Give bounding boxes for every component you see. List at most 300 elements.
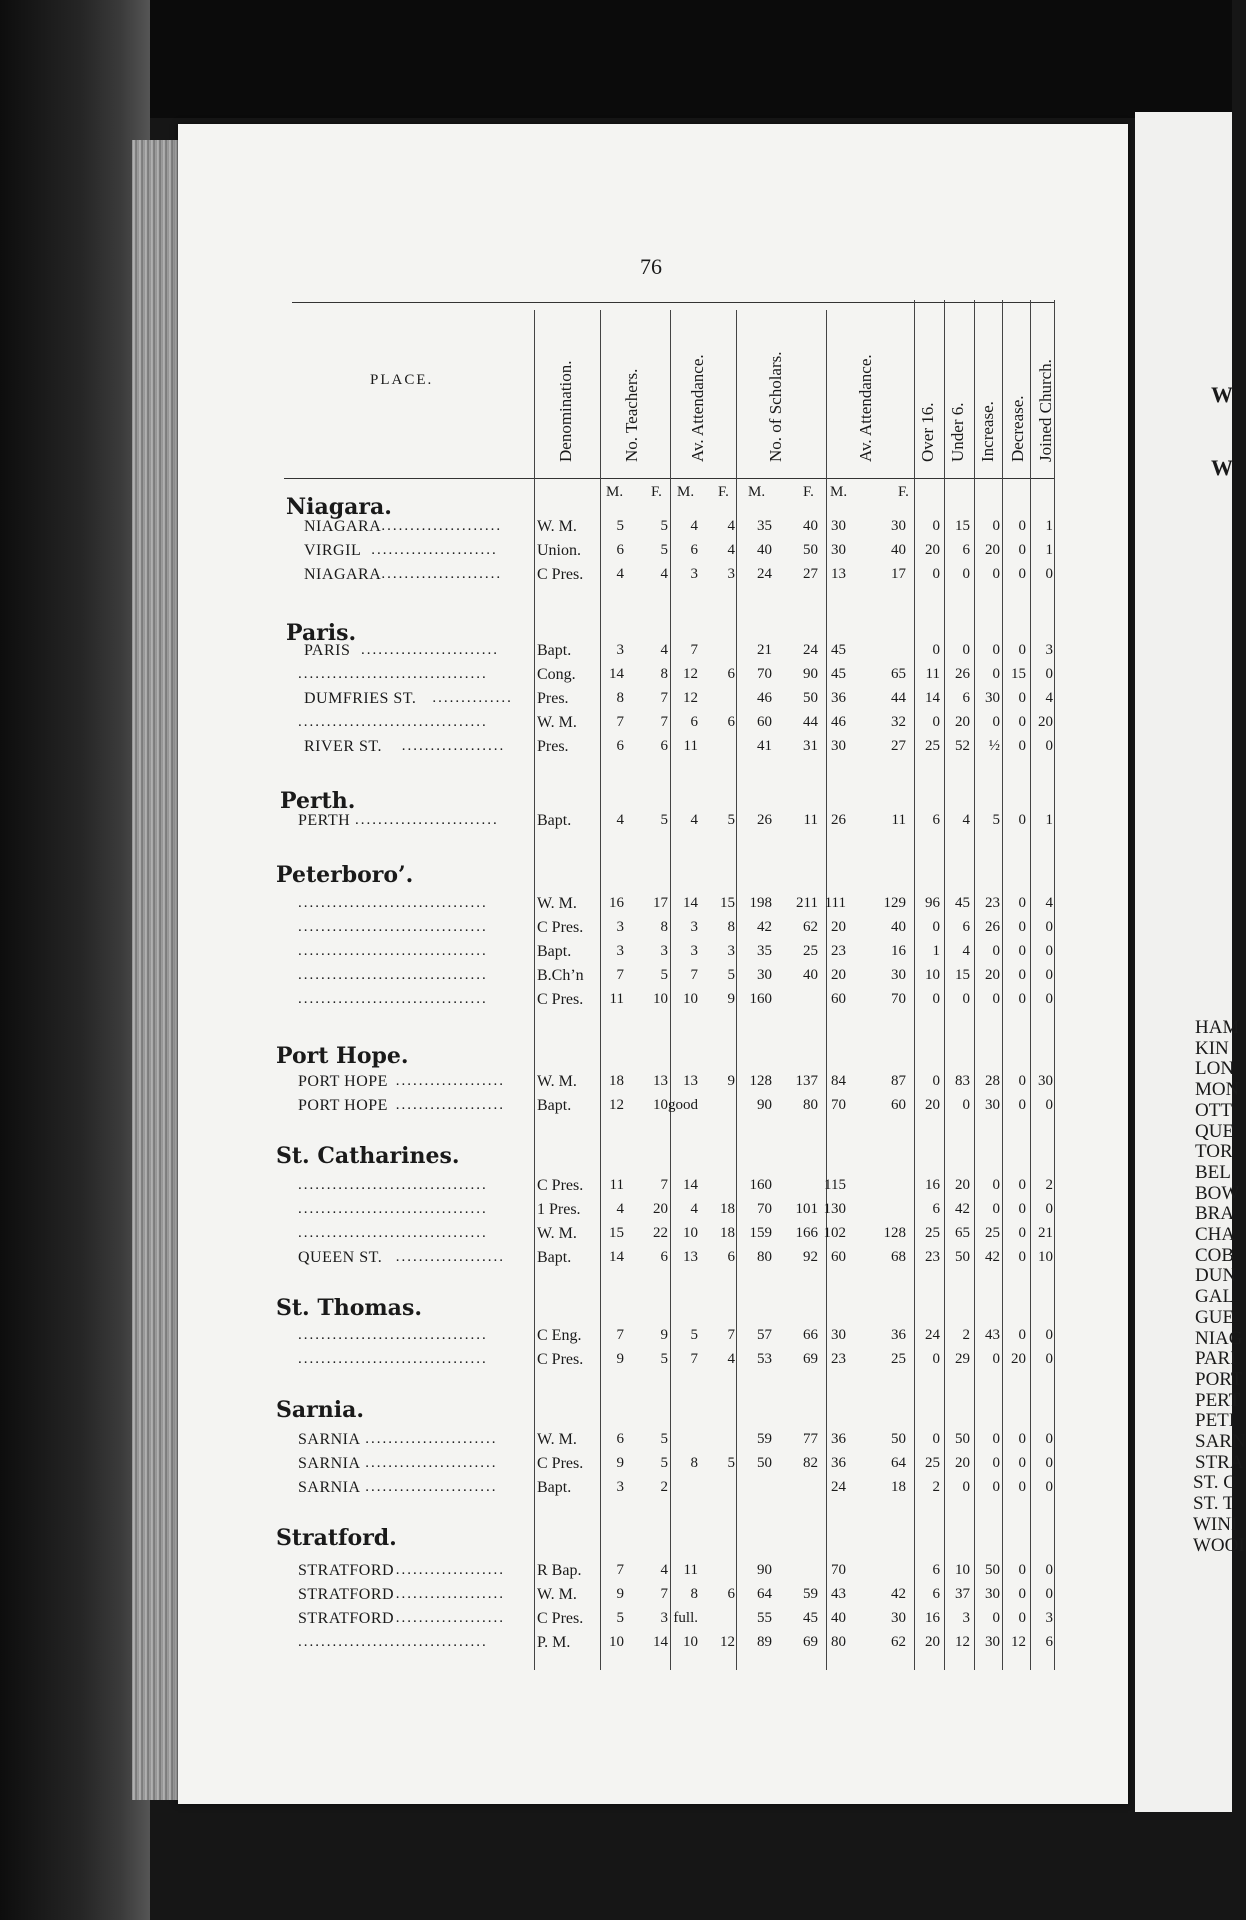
- table-cell: 6: [932, 1201, 940, 1217]
- table-row: [0, 1431, 1100, 1453]
- table-cell: 0: [932, 518, 940, 534]
- table-cell: 11: [683, 1562, 698, 1578]
- table-cell: 5: [660, 1455, 668, 1471]
- table-cell: 10: [609, 1634, 624, 1650]
- table-cell: 10: [653, 991, 668, 1007]
- table-cell: 7: [690, 1351, 698, 1367]
- denomination: P. M.: [537, 1634, 571, 1651]
- table-cell: 64: [757, 1586, 772, 1602]
- leader-dots: ...................: [395, 1610, 506, 1626]
- leader-dots: .................................: [298, 991, 488, 1007]
- table-cell: 42: [955, 1201, 970, 1217]
- leader-dots: .................................: [298, 666, 488, 682]
- place-name: RIVER ST.: [304, 738, 382, 755]
- table-cell: 44: [891, 690, 906, 706]
- table-cell: 159: [749, 1225, 772, 1241]
- table-cell: 23: [925, 1249, 940, 1265]
- right-page-city: HAM: [1195, 1017, 1240, 1038]
- table-cell: 0: [992, 642, 1000, 658]
- mf-label: M.: [748, 484, 766, 500]
- table-cell: 10: [683, 1225, 698, 1241]
- table-cell: 45: [803, 1610, 818, 1626]
- table-cell: 43: [985, 1327, 1000, 1343]
- teachers-header: No. Teachers.: [622, 368, 641, 462]
- table-cell: 20: [985, 542, 1000, 558]
- group-title: Stratford.: [276, 1525, 397, 1551]
- table-cell: 3: [727, 566, 735, 582]
- table-cell: 20: [925, 1097, 940, 1113]
- table-cell: 13: [683, 1249, 698, 1265]
- place-name: SARNIA: [298, 1479, 361, 1496]
- table-cell: 0: [992, 1177, 1000, 1193]
- table-cell: 7: [616, 714, 624, 730]
- table-cell: 4: [690, 812, 698, 828]
- table-cell: 4: [727, 1351, 735, 1367]
- table-cell: 25: [803, 943, 818, 959]
- table-cell: 2: [660, 1479, 668, 1495]
- table-cell: 4: [727, 542, 735, 558]
- table-row: [0, 690, 1100, 712]
- table-cell: 66: [803, 1327, 818, 1343]
- leader-dots: .................................: [298, 1327, 488, 1343]
- right-page-city: PORT: [1195, 1368, 1243, 1390]
- scholars-header: No. of Scholars.: [766, 351, 785, 462]
- table-cell: 82: [803, 1455, 818, 1471]
- table-cell: 6: [690, 542, 698, 558]
- table-cell: 3: [690, 566, 698, 582]
- place-name: SARNIA: [298, 1431, 361, 1448]
- table-cell: 5: [727, 967, 735, 983]
- table-cell: 96: [925, 895, 940, 911]
- table-cell: 26: [955, 666, 970, 682]
- table-cell: 10: [683, 991, 698, 1007]
- table-cell: 5: [660, 967, 668, 983]
- table-cell: 0: [1045, 943, 1053, 959]
- table-cell: 16: [925, 1610, 940, 1626]
- table-cell: 0: [1045, 919, 1053, 935]
- table-cell: 45: [831, 642, 846, 658]
- table-cell: 12: [609, 1097, 624, 1113]
- table-row: [0, 1634, 1100, 1656]
- right-page-city: ST. T: [1193, 1493, 1235, 1515]
- table-cell: 20: [985, 967, 1000, 983]
- table-row: [0, 895, 1100, 917]
- table-row: [0, 1586, 1100, 1608]
- table-row: [0, 1073, 1100, 1095]
- table-cell: 0: [1018, 1431, 1026, 1447]
- table-cell: 50: [955, 1249, 970, 1265]
- table-cell: 11: [803, 812, 818, 828]
- table-cell: 40: [803, 518, 818, 534]
- denomination: C Pres.: [537, 1455, 584, 1472]
- table-cell: 27: [803, 566, 818, 582]
- right-page-city: PETI: [1195, 1410, 1236, 1432]
- table-cell: 9: [727, 1073, 735, 1089]
- table-cell: 43: [831, 1586, 846, 1602]
- table-cell: 30: [891, 967, 906, 983]
- place-name: QUEEN ST.: [298, 1249, 383, 1266]
- denomination: C Pres.: [537, 1610, 584, 1627]
- table-cell: 166: [795, 1225, 818, 1241]
- right-page-city: SARN: [1195, 1431, 1246, 1452]
- table-cell: 5: [616, 1610, 624, 1626]
- table-cell: 26: [985, 919, 1000, 935]
- table-cell: 7: [616, 1562, 624, 1578]
- table-cell: 15: [609, 1225, 624, 1241]
- table-cell: 0: [1018, 1073, 1026, 1089]
- table-cell: 25: [925, 1225, 940, 1241]
- table-cell: 59: [803, 1586, 818, 1602]
- right-page-city: STRA: [1195, 1451, 1244, 1473]
- denomination: C Pres.: [537, 1177, 584, 1194]
- place-name: PORT HOPE: [298, 1073, 388, 1090]
- table-cell: 11: [683, 738, 698, 754]
- table-cell: 42: [985, 1249, 1000, 1265]
- table-cell: 160: [749, 991, 772, 1007]
- table-cell: 42: [757, 919, 772, 935]
- table-cell: 40: [831, 1610, 846, 1626]
- table-cell: 0: [932, 991, 940, 1007]
- table-cell: 50: [757, 1455, 772, 1471]
- table-cell: 70: [757, 666, 772, 682]
- right-page-city: DUN: [1195, 1265, 1237, 1287]
- table-cell: 129: [883, 895, 906, 911]
- table-row: [0, 919, 1100, 941]
- table-cell: 7: [660, 1177, 668, 1193]
- table-cell: 0: [1018, 738, 1026, 754]
- table-cell: 20: [1038, 714, 1053, 730]
- table-row: [0, 1351, 1100, 1373]
- table-cell: 0: [932, 919, 940, 935]
- table-cell: 45: [955, 895, 970, 911]
- right-page-city: CHA: [1195, 1224, 1236, 1245]
- table-cell: 26: [831, 812, 846, 828]
- table-cell: 40: [803, 967, 818, 983]
- table-cell: 57: [757, 1327, 772, 1343]
- table-cell: 0: [1018, 967, 1026, 983]
- table-cell: 0: [1018, 943, 1026, 959]
- table-cell: 2: [932, 1479, 940, 1495]
- table-cell: 0: [1018, 1327, 1026, 1343]
- table-cell: 0: [992, 566, 1000, 582]
- right-page-city: OTT: [1195, 1099, 1232, 1121]
- group-title: Port Hope.: [276, 1043, 409, 1069]
- table-cell: 6: [660, 738, 668, 754]
- table-cell: 12: [955, 1634, 970, 1650]
- table-cell: 77: [803, 1431, 818, 1447]
- table-cell: 20: [955, 714, 970, 730]
- table-cell: 7: [616, 967, 624, 983]
- table-cell: 3: [616, 1479, 624, 1495]
- mf-label: F.: [651, 484, 662, 500]
- table-cell: 4: [1045, 690, 1053, 706]
- group-title: Sarnia.: [276, 1397, 364, 1423]
- table-row: [0, 518, 1100, 540]
- scholars-attendance-header: Av. Attendance.: [856, 354, 875, 462]
- table-cell: 23: [831, 1351, 846, 1367]
- table-cell: 30: [1038, 1073, 1053, 1089]
- table-cell: 0: [1045, 1479, 1053, 1495]
- table-cell: 0: [992, 1201, 1000, 1217]
- denomination: C Eng.: [537, 1327, 582, 1344]
- table-cell: 5: [660, 812, 668, 828]
- table-cell: 30: [985, 690, 1000, 706]
- table-cell: 5: [660, 542, 668, 558]
- table-cell: 10: [1038, 1249, 1053, 1265]
- leader-dots: ...................: [395, 1586, 506, 1602]
- table-cell: 7: [660, 1586, 668, 1602]
- table-cell: 27: [891, 738, 906, 754]
- table-cell: 130: [823, 1201, 846, 1217]
- table-cell: 44: [803, 714, 818, 730]
- table-row: [0, 1201, 1100, 1223]
- table-cell: 62: [891, 1634, 906, 1650]
- leader-dots: ......................: [371, 542, 498, 558]
- leader-dots: .......................: [365, 1479, 498, 1495]
- table-cell: 11: [609, 991, 624, 1007]
- table-cell: 10: [925, 967, 940, 983]
- denomination: R Bap.: [537, 1562, 582, 1579]
- table-cell: 46: [831, 714, 846, 730]
- table-cell: 3: [616, 642, 624, 658]
- leader-dots: ...................: [395, 1562, 506, 1578]
- table-cell: 92: [803, 1249, 818, 1265]
- table-cell: 40: [757, 542, 772, 558]
- table-row: [0, 1097, 1100, 1119]
- place-name: PERTH: [298, 812, 351, 829]
- table-cell: 16: [925, 1177, 940, 1193]
- table-cell: 137: [795, 1073, 818, 1089]
- table-cell: 0: [992, 1351, 1000, 1367]
- table-cell: 69: [803, 1634, 818, 1650]
- table-cell: 9: [727, 991, 735, 1007]
- right-page-city: KIN: [1195, 1037, 1229, 1059]
- table-cell: 8: [690, 1586, 698, 1602]
- table-cell: 70: [757, 1201, 772, 1217]
- table-cell: 14: [609, 1249, 624, 1265]
- leader-dots: ........................: [361, 642, 499, 658]
- table-cell: 1: [932, 943, 940, 959]
- table-cell: 10: [955, 1562, 970, 1578]
- table-cell: 3: [660, 943, 668, 959]
- table-cell: 4: [962, 812, 970, 828]
- table-cell: 8: [616, 690, 624, 706]
- denomination: W. M.: [537, 895, 577, 912]
- table-cell: 20: [831, 919, 846, 935]
- table-cell: 3: [962, 1610, 970, 1626]
- table-cell: 9: [616, 1586, 624, 1602]
- table-cell: 15: [955, 518, 970, 534]
- denomination: 1 Pres.: [537, 1201, 581, 1218]
- table-cell: 0: [1018, 690, 1026, 706]
- table-cell: 90: [757, 1097, 772, 1113]
- table-cell: 15: [955, 967, 970, 983]
- table-cell: 0: [1018, 1479, 1026, 1495]
- table-cell: 60: [757, 714, 772, 730]
- table-cell: 0: [1018, 1249, 1026, 1265]
- table-cell: 0: [992, 518, 1000, 534]
- leader-dots: .....................: [381, 518, 503, 534]
- table-cell: 59: [757, 1431, 772, 1447]
- leader-dots: ..................: [401, 738, 506, 754]
- denomination: Bapt.: [537, 1479, 572, 1496]
- table-cell: 80: [757, 1249, 772, 1265]
- leader-dots: .................................: [298, 919, 488, 935]
- leader-dots: .......................: [365, 1431, 498, 1447]
- table-cell: 37: [955, 1586, 970, 1602]
- table-cell: 10: [653, 1097, 668, 1113]
- table-cell: 0: [962, 642, 970, 658]
- place-name: VIRGIL: [304, 542, 362, 559]
- table-cell: 0: [1045, 991, 1053, 1007]
- table-cell: 30: [891, 1610, 906, 1626]
- right-page-city: PARI: [1195, 1348, 1237, 1370]
- leader-dots: .................................: [298, 943, 488, 959]
- right-page-city: WINI: [1193, 1513, 1238, 1535]
- table-cell: 7: [727, 1327, 735, 1343]
- table-cell: 0: [962, 1479, 970, 1495]
- table-cell: 18: [891, 1479, 906, 1495]
- table-cell: 6: [962, 542, 970, 558]
- table-cell: 14: [653, 1634, 668, 1650]
- table-cell: 6: [932, 1586, 940, 1602]
- leader-dots: .................................: [298, 1177, 488, 1193]
- denomination: Pres.: [537, 738, 569, 755]
- joined-church-header: Joined Church.: [1036, 359, 1055, 462]
- table-cell: 30: [985, 1634, 1000, 1650]
- table-cell: 6: [727, 714, 735, 730]
- table-cell: 16: [609, 895, 624, 911]
- table-row: [0, 666, 1100, 688]
- right-page-city: MON: [1195, 1079, 1240, 1101]
- table-cell: 102: [823, 1225, 846, 1241]
- right-page-city: PERT: [1195, 1389, 1241, 1411]
- table-cell: 101: [795, 1201, 818, 1217]
- group-title: Niagara.: [286, 494, 392, 520]
- table-cell: 12: [683, 690, 698, 706]
- place-name: PARIS: [304, 642, 351, 659]
- table-cell: 20: [955, 1177, 970, 1193]
- table-cell: 20: [831, 967, 846, 983]
- right-page-city: ST. C: [1193, 1472, 1236, 1494]
- table-cell: 0: [1018, 1097, 1026, 1113]
- table-cell: 0: [932, 566, 940, 582]
- table-cell: 13: [683, 1073, 698, 1089]
- table-cell: 9: [616, 1455, 624, 1471]
- table-cell: 23: [831, 943, 846, 959]
- table-cell: 36: [831, 1455, 846, 1471]
- right-page-city: LON: [1195, 1058, 1235, 1080]
- denomination: Bapt.: [537, 1249, 572, 1266]
- table-cell: 0: [932, 1431, 940, 1447]
- table-cell: 5: [616, 518, 624, 534]
- denomination: W. M.: [537, 714, 577, 731]
- table-cell: 32: [891, 714, 906, 730]
- leader-dots: .................................: [298, 1634, 488, 1650]
- decrease-header: Decrease.: [1008, 395, 1027, 462]
- table-cell: 14: [683, 895, 698, 911]
- table-cell: 45: [831, 666, 846, 682]
- denomination: C Pres.: [537, 919, 584, 936]
- table-cell: 5: [660, 1351, 668, 1367]
- table-cell: 0: [1018, 895, 1026, 911]
- table-cell: 35: [757, 518, 772, 534]
- table-cell: 0: [1045, 1327, 1053, 1343]
- table-cell: 6: [727, 666, 735, 682]
- table-cell: 89: [757, 1634, 772, 1650]
- place-name: DUMFRIES ST.: [304, 690, 417, 707]
- table-cell: 25: [925, 738, 940, 754]
- table-cell: 30: [831, 542, 846, 558]
- table-cell: 18: [720, 1201, 735, 1217]
- denomination: W. M.: [537, 1073, 577, 1090]
- table-cell: 21: [1038, 1225, 1053, 1241]
- background-top: [0, 0, 1232, 118]
- table-cell: 8: [690, 1455, 698, 1471]
- right-page: [1135, 112, 1246, 1812]
- table-cell: 23: [985, 895, 1000, 911]
- table-cell: 14: [609, 666, 624, 682]
- table-cell: 128: [883, 1225, 906, 1241]
- table-cell: 1: [1045, 542, 1053, 558]
- table-cell: 12: [683, 666, 698, 682]
- table-cell: 0: [1018, 518, 1026, 534]
- leader-dots: ...................: [395, 1073, 506, 1089]
- denomination: Bapt.: [537, 1097, 572, 1114]
- increase-header: Increase.: [978, 401, 997, 462]
- table-cell: 0: [1018, 714, 1026, 730]
- place-name: NIAGARA: [304, 518, 382, 535]
- table-cell: 31: [803, 738, 818, 754]
- denomination: C Pres.: [537, 991, 584, 1008]
- table-cell: 0: [992, 1455, 1000, 1471]
- table-cell: 55: [757, 1610, 772, 1626]
- table-cell: 11: [925, 666, 940, 682]
- table-cell: 1: [1045, 812, 1053, 828]
- mf-label: M.: [606, 484, 624, 500]
- table-cell: 4: [690, 1201, 698, 1217]
- table-cell: 9: [660, 1327, 668, 1343]
- table-cell: 17: [891, 566, 906, 582]
- table-cell: 1: [1045, 518, 1053, 534]
- table-cell: 5: [660, 1431, 668, 1447]
- table-cell: 64: [891, 1455, 906, 1471]
- table-cell: 0: [1018, 1610, 1026, 1626]
- table-cell: 0: [1045, 1562, 1053, 1578]
- table-cell: 0: [1045, 1586, 1053, 1602]
- table-cell: 5: [727, 812, 735, 828]
- table-cell: 50: [803, 690, 818, 706]
- table-cell: 83: [955, 1073, 970, 1089]
- table-row: [0, 1249, 1100, 1271]
- mf-label: F.: [718, 484, 729, 500]
- table-cell: 0: [932, 1073, 940, 1089]
- table-row: [0, 566, 1100, 588]
- table-cell: 0: [1045, 1201, 1053, 1217]
- table-cell: 35: [757, 943, 772, 959]
- table-cell: 70: [831, 1097, 846, 1113]
- table-cell: 69: [803, 1351, 818, 1367]
- place-name: SARNIA: [298, 1455, 361, 1472]
- table-cell: 6: [616, 1431, 624, 1447]
- table-cell: 3: [616, 943, 624, 959]
- table-cell: 198: [749, 895, 772, 911]
- denomination: Union.: [537, 542, 581, 559]
- table-cell: 0: [1018, 1201, 1026, 1217]
- table-cell: 0: [992, 1479, 1000, 1495]
- table-cell: 11: [609, 1177, 624, 1193]
- table-cell: 30: [985, 1586, 1000, 1602]
